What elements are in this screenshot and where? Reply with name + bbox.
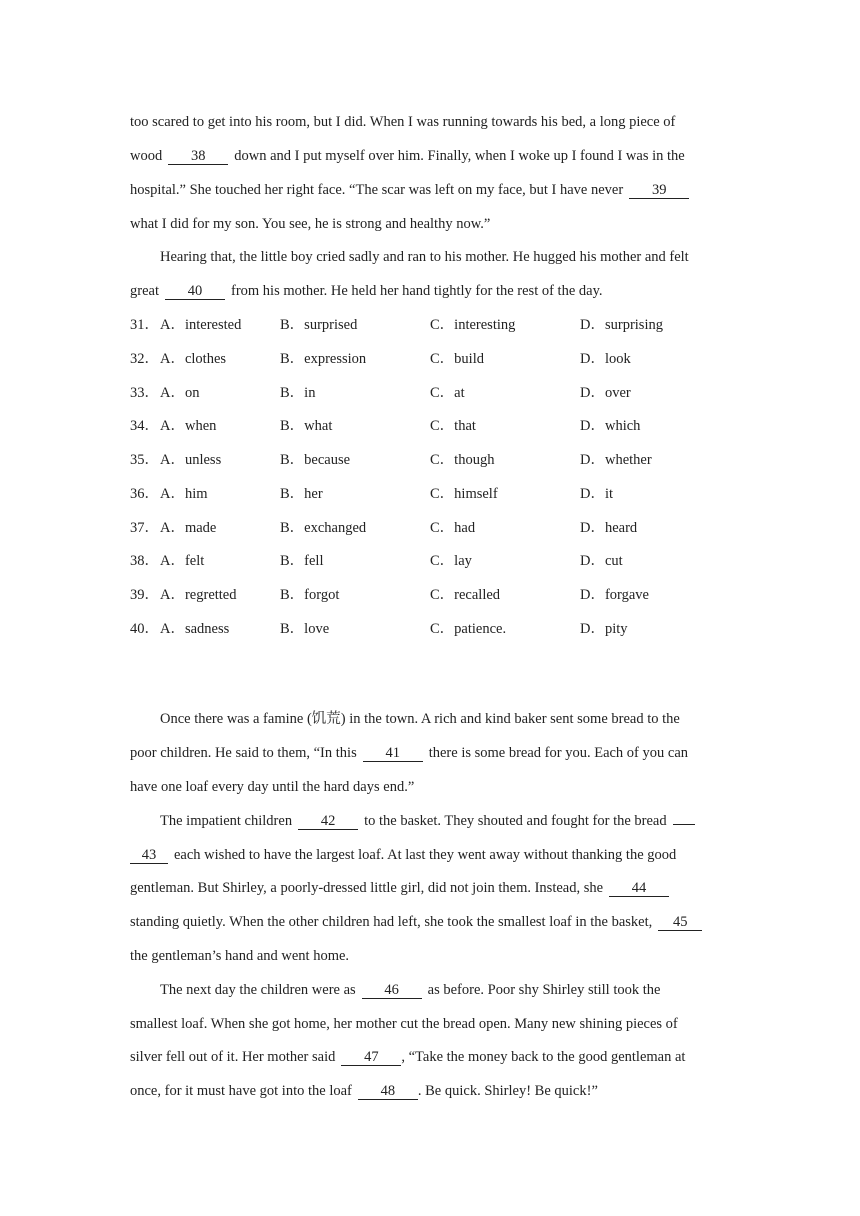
text: what I did for my son. You see, he is strong and healthy now.” [130, 216, 491, 232]
text: have one loaf every day until the hard days end.” [130, 779, 415, 795]
passage2-paragraph-start [160, 710, 680, 728]
text: , “Take the money back to the good gentleman at [401, 1049, 686, 1065]
option-d: D．cut [580, 553, 623, 569]
passage1-line [130, 181, 689, 199]
option-c: C．recalled [430, 587, 501, 603]
option-b: B．forgot [280, 587, 340, 603]
passage1-line [130, 282, 603, 300]
text: wood [130, 148, 163, 164]
option-d: D．surprising [580, 317, 663, 333]
passage2-line [130, 879, 669, 897]
answer-blank-48: 48 [358, 1083, 418, 1100]
option-a: A．him [160, 486, 208, 502]
text: silver fell out of it. Her mother said [130, 1049, 336, 1065]
passage1-line [130, 215, 490, 233]
option-b: B．expression [280, 351, 367, 367]
option-c: C．though [430, 452, 495, 468]
text: once, for it must have got into the loaf [130, 1083, 352, 1099]
option-b: B．what [280, 418, 333, 434]
option-c: C．build [430, 351, 484, 367]
option-c: C．interesting [430, 317, 516, 333]
text: hospital.” She touched her right face. “The scar was left on my face, but I have never [130, 182, 624, 198]
option-a: A．felt [160, 553, 205, 569]
text: too scared to get into his room, but I did. When I was running towards his bed, a long piece of [130, 114, 676, 130]
passage1-line [130, 147, 685, 165]
option-a: A．interested [160, 317, 242, 333]
option-b: B．love [280, 621, 330, 637]
question-option-row [130, 552, 730, 570]
option-c: C．lay [430, 553, 472, 569]
text: smallest loaf. When she got home, her mother cut the bread open. Many new shining pieces of [130, 1016, 678, 1032]
text: . Be quick. Shirley! Be quick!” [417, 1083, 598, 1099]
text: Hearing that, the little boy cried sadly and ran to his mother. He hugged his mother and felt [160, 249, 689, 265]
option-d: D．forgave [580, 587, 649, 603]
text: standing quietly. When the other children had left, she took the smallest loaf in the basket, [130, 914, 653, 930]
option-d: D．which [580, 418, 641, 434]
answer-blank-43: 43 [130, 847, 168, 864]
question-option-row [130, 350, 730, 368]
option-a: A．unless [160, 452, 222, 468]
option-d: D．it [580, 486, 614, 502]
answer-blank-46: 46 [362, 982, 422, 999]
passage2-line [130, 1048, 685, 1066]
option-a: A．clothes [160, 351, 227, 367]
text: great [130, 283, 159, 299]
text: The next day the children were as [160, 982, 356, 998]
option-d: D．over [580, 385, 631, 401]
option-c: C．had [430, 520, 476, 536]
passage2-paragraph-start [160, 812, 695, 830]
question-number: 32． [130, 351, 159, 367]
question-number: 37． [130, 520, 159, 536]
question-option-row [130, 316, 730, 334]
text: The impatient children [160, 813, 293, 829]
option-d: D．heard [580, 520, 638, 536]
question-number: 33． [130, 385, 159, 401]
question-option-row [130, 384, 730, 402]
option-c: C．at [430, 385, 465, 401]
passage1-paragraph-start [160, 248, 689, 266]
answer-blank-47: 47 [341, 1049, 401, 1066]
passage1-line [130, 113, 675, 131]
question-option-row [130, 485, 730, 503]
passage2-paragraph-start [160, 981, 660, 999]
option-b: B．exchanged [280, 520, 367, 536]
option-a: A．sadness [160, 621, 230, 637]
text: gentleman. But Shirley, a poorly-dressed little girl, did not join them. Instead, she [130, 880, 604, 896]
question-number: 34． [130, 418, 159, 434]
question-number: 39． [130, 587, 159, 603]
answer-blank-40: 40 [165, 283, 225, 300]
passage2-line [130, 1082, 598, 1100]
question-option-row [130, 451, 730, 469]
option-a: A．regretted [160, 587, 237, 603]
question-number: 40． [130, 621, 159, 637]
text: down and I put myself over him. Finally, when I woke up I found I was in the [234, 148, 685, 164]
option-a: A．made [160, 520, 217, 536]
option-d: D．pity [580, 621, 628, 637]
question-number: 31． [130, 317, 159, 333]
answer-blank-42: 42 [298, 813, 358, 830]
passage2-line [130, 846, 676, 864]
option-d: D．look [580, 351, 631, 367]
text: there is some bread for you. Each of you can [428, 745, 689, 761]
answer-blank-44: 44 [609, 880, 669, 897]
text: to the basket. They shouted and fought for the bread [364, 813, 667, 829]
option-b: B．fell [280, 553, 324, 569]
question-option-row [130, 519, 730, 537]
question-option-row [130, 417, 730, 435]
question-number: 35． [130, 452, 159, 468]
question-number: 36． [130, 486, 159, 502]
passage2-line [130, 1015, 678, 1033]
passage2-line [130, 778, 414, 796]
answer-blank-45: 45 [658, 914, 702, 931]
text: poor children. He said to them, “In this [130, 745, 357, 761]
option-c: C．himself [430, 486, 498, 502]
answer-blank-43-start [673, 824, 695, 825]
answer-blank-41: 41 [363, 745, 423, 762]
question-option-row [130, 586, 730, 604]
passage2-line [130, 947, 349, 965]
option-c: C．patience. [430, 621, 507, 637]
option-b: B．in [280, 385, 316, 401]
option-b: B．surprised [280, 317, 358, 333]
text: from his mother. He held her hand tightly for the rest of the day. [230, 283, 603, 299]
text: each wished to have the largest loaf. At last they went away without thanking the good [174, 847, 677, 863]
option-b: B．because [280, 452, 351, 468]
answer-blank-39: 39 [629, 182, 689, 199]
option-a: A．on [160, 385, 200, 401]
text: the gentleman’s hand and went home. [130, 948, 350, 964]
passage2-line [130, 744, 688, 762]
text: Once there was a famine (饥荒) in the town. A rich and kind baker sent some bread to the [160, 711, 680, 727]
text: as before. Poor shy Shirley still took the [427, 982, 661, 998]
answer-blank-38: 38 [168, 148, 228, 165]
option-b: B．her [280, 486, 323, 502]
option-a: A．when [160, 418, 217, 434]
option-c: C．that [430, 418, 476, 434]
question-number: 38． [130, 553, 159, 569]
passage2-line [130, 913, 702, 931]
question-option-row [130, 620, 730, 638]
option-d: D．whether [580, 452, 652, 468]
